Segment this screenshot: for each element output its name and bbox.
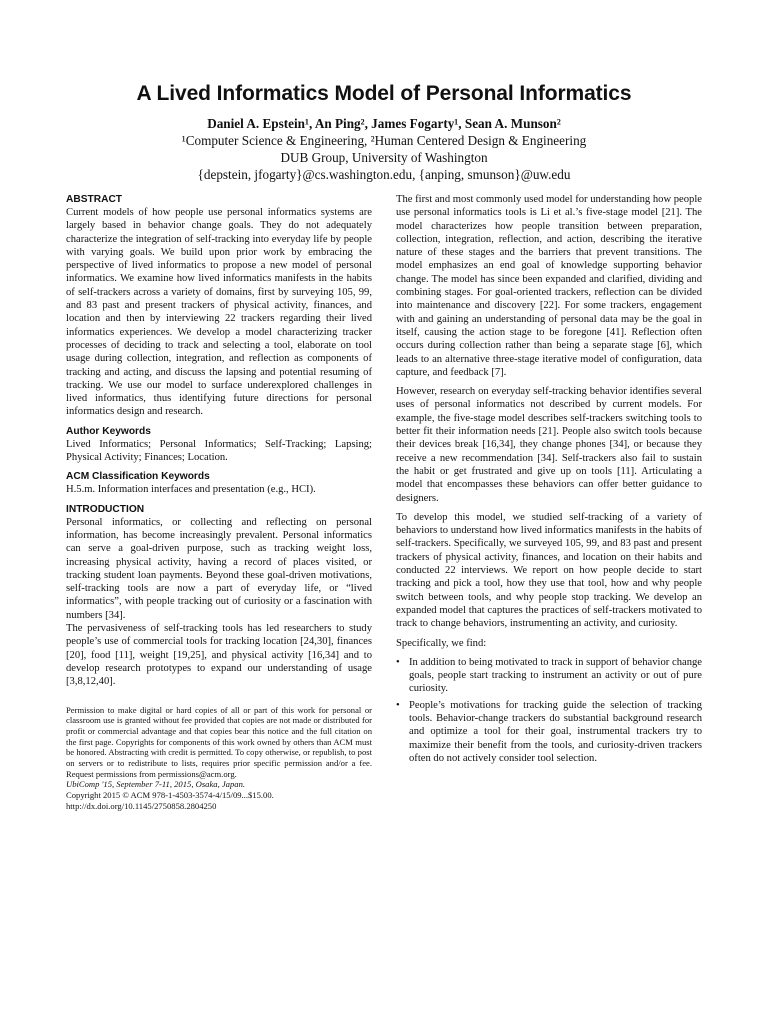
abstract-heading: ABSTRACT [66, 194, 123, 205]
finding-bullet-1 [396, 656, 702, 696]
doi-link[interactable]: http://dx.doi.org/10.1145/2750858.2804250 [66, 800, 217, 811]
author-affiliation-1: ¹Computer Science & Engineering, ²Human Centered Design & Engineering [181, 133, 587, 148]
acm-keywords-text: H.5.m. Information interfaces and presentation (e.g., HCI). [66, 484, 316, 496]
author-keywords-heading: Author Keywords [66, 425, 151, 437]
findings-intro: Specifically, we find: [396, 637, 487, 649]
permission-block [66, 705, 372, 812]
study-paragraph: To develop this model, we studied self-tracking of a variety of behaviors to understand how lived informatics manifests in the habits of self-trackers. Specifically, we surveyed 105, 99, and 83 past and present trackers of physical activity, finances, and location on their habits and conducted 22 interviews. We report on how people decide to start tracking and pick a tool, how they use that tool, how and why people switch between tools, and why people stop tracking. We develop an expanded model that captures the practices of self-trackers motivated to track to change behaviors, instrumenting an activity, and curiosity. [396, 511, 702, 630]
permission-text: Permission to make digital or hard copies of all or part of this work for personal or classroom use is granted without fee provided that copies are not made or distributed for profit or commercial advantage and that copies bear this notice and the full citation on the first page. Copyrights for components of this work owned by others than ACM must be honored. Abstracting with credit is permitted. To copy otherwise, or republish, to post on servers or to redistribute to lists, requires prior specific permission and/or a fee. Request permissions from permissions@acm.org. [66, 704, 372, 779]
right-column [396, 193, 702, 812]
model-paragraph: The first and most commonly used model for understanding how people use personal informatics tools is Li et al.’s five-stage model [21]. The model characterizes how people transition between preparation, collection, integration, reflection, and action, describing the iterative nature of these stages and the barriers that prevent transitions. The model emphasizes an end goal of knowledge supporting behavior change. The model has since been expanded and clarified, dividing and combining stages. For goal-oriented trackers, reflection can be divided into maintenance and discovery [22]. For some trackers, engagement with and gaining an understanding of personal data may be the goal in itself, causing the action stage to be foregone [41]. Reflection often occurs during collection rather than being a separate stage [6], which leads to an alternative three-stage iterative model of configuration, data capture, and feedback [7]. [396, 194, 702, 378]
author-names: Daniel A. Epstein¹, An Ping², James Fogarty¹, Sean A. Munson² [207, 116, 561, 131]
finding-text-2: People’s motivations for tracking guide the selection of tracking tools. Behavior-change trackers do substantial background research and optimize a tool for their goal, instrumental trackers try to maximize their benefit from the tools, and curiosity-driven trackers often do not actively consider tool selection. [409, 699, 702, 764]
copyright-line: Copyright 2015 © ACM 978-1-4503-3574-4/15/09...$15.00. [66, 790, 274, 801]
author-block [66, 115, 702, 183]
left-column [66, 193, 372, 812]
acm-keywords-heading: ACM Classification Keywords [66, 471, 210, 483]
bullet-dot: • [396, 699, 400, 711]
author-emails: {depstein, jfogarty}@cs.washington.edu, {anping, smunson}@uw.edu [197, 167, 571, 182]
author-affiliation-2: DUB Group, University of Washington [280, 150, 488, 165]
paper-title: A Lived Informatics Model of Personal Informatics [136, 82, 632, 105]
bullet-dot: • [396, 656, 400, 668]
author-keywords-text: Lived Informatics; Personal Informatics; Self-Tracking; Lapsing; Physical Activity; Finances; Location. [66, 438, 372, 464]
introduction-heading: INTRODUCTION [66, 503, 145, 515]
finding-text-1: In addition to being motivated to track in support of behavior change goals, people start tracking to instrument an activity or out of pure curiosity. [409, 656, 702, 695]
intro-paragraph-2: The pervasiveness of self-tracking tools has led researchers to study people’s use of commercial tools for tracking location [24,30], finances [20], food [11], weight [19,25], and physical activity [16,34] and to develop research prototypes to expand our understanding of usage [3,8,12,40]. [66, 623, 372, 688]
two-column-body [66, 193, 702, 812]
intro-paragraph-1: Personal informatics, or collecting and reflecting on personal information, has become increasingly prevalent. Personal informatics can serve a goal-driven purpose, such as tracking weight loss, increasing physical activity, having a record of places visited, or tracking student loan payments. Beyond these goal-driven motivations, self-tracking tools are now a part of everyday life, or “lived informatics”, with people tracking out of curiosity or a fascination with numbers [34]. [66, 516, 372, 621]
conference-line: UbiComp '15, September 7-11, 2015, Osaka, Japan. [66, 779, 246, 790]
finding-bullet-2 [396, 699, 702, 765]
abstract-text: Current models of how people use personal informatics systems are largely based in behavior change goals. They do not adequately characterize the integration of self-tracking into everyday life by people with varying goals. We build upon prior work by embracing the perspective of lived informatics to propose a new model of personal informatics. We examine how lived informatics manifests in the habits of self-trackers across a variety of domains, first by surveying 105, 99, and 83 past and present trackers of physical activity, finances, and location and then by interviewing 22 trackers regarding their lived informatics experiences. We develop a model characterizing tracker processes of deciding to track and selecting a tool, elaborate on tool usage during collection, integration, and reflection as components of tracking and acting, and discuss the lapsing and potential resuming of tracking. We use our model to surface underexplored challenges in lived informatics, thus identifying future directions for personal informatics design and research. [66, 207, 372, 418]
research-paragraph: However, research on everyday self-tracking behavior identifies several uses of personal informatics not described by current models. For example, the five-stage model describes self-trackers switching tools to better fit their information needs [21]. People also switch tools because their devices break [16,34], they change phones [34], or because they receive a new recommendation [34]. Self-trackers also fail to sustain the habit or get frustrated and give up on tools [11]. Articulating a model that encompasses these behaviors can offer better guidance to designers. [396, 386, 702, 504]
